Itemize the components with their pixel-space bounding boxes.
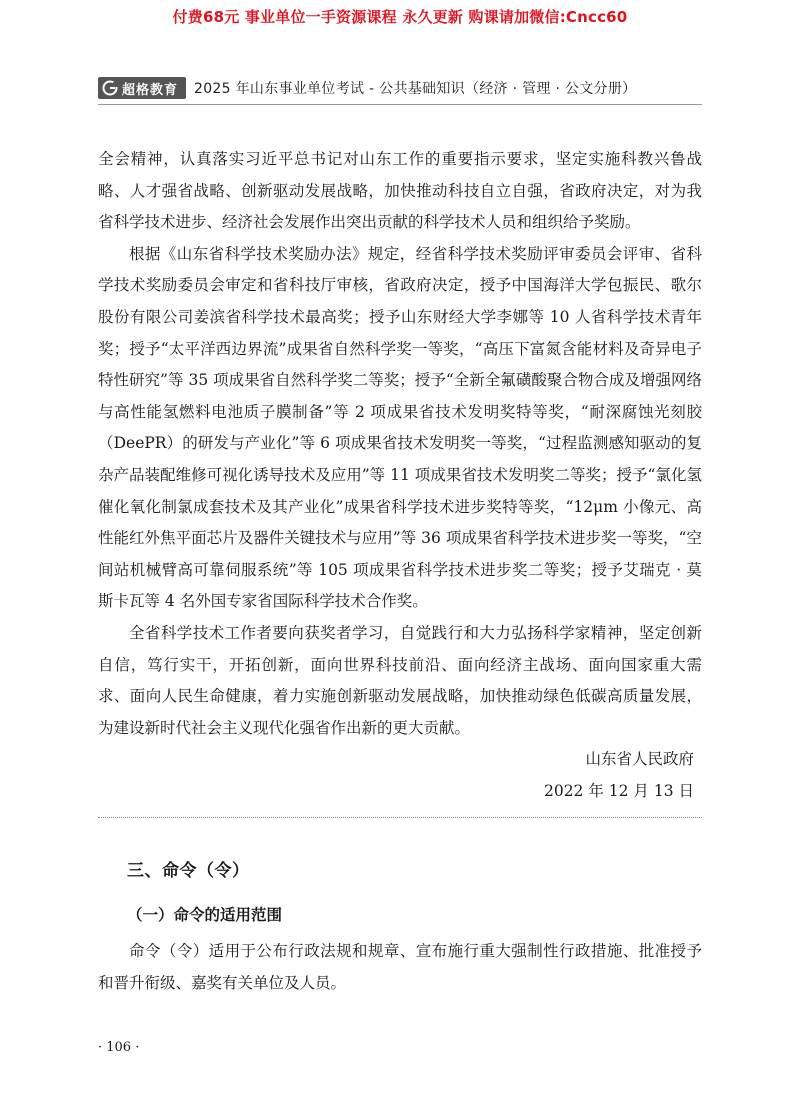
section-paragraph-1: 命令（令）适用于公布行政法规和规章、宣布施行重大强制性行政措施、批准授予和晋升衔级、嘉奖有关单位及人员。 — [98, 942, 702, 992]
body-paragraph-3: 全省科学技术工作者要向获奖者学习，自觉践行和大力弘扬科学家精神，坚定创新自信，笃行实干，开拓创新，面向世界科技前沿、面向经济主战场、面向国家重大需求、面向人民生命健康，着力实施创新驱动发展战略，加快推动绿色低碳高质量发展，为建设新时代社会主义现代化强省作出新的更大贡献。 — [98, 623, 702, 737]
section-body — [98, 936, 702, 999]
dotted-divider — [98, 817, 702, 818]
subsection-title: （一）命令的适用范围 — [127, 905, 283, 924]
brand-logo — [98, 77, 186, 99]
body-paragraph-1: 全会精神，认真落实习近平总书记对山东工作的重要指示要求，坚定实施科教兴鲁战略、人才强省战略、创新驱动发展战略，加快推动科技自立自强，省政府决定，对为我省科学技术进步、经济社会发展作出突出贡献的科学技术人员和组织给予奖励。 — [98, 150, 702, 232]
header-divider — [98, 104, 702, 105]
brand-g-icon — [102, 80, 118, 96]
document-body — [98, 144, 702, 807]
section-title: 三、命令（令） — [127, 861, 250, 881]
promo-banner: 付费68元 事业单位一手资源课程 永久更新 购课请加微信:Cncc60 — [172, 8, 628, 26]
page-number: · 106 · — [98, 1040, 140, 1055]
signature: 山东省人民政府 — [585, 750, 694, 769]
signature-date: 2022 年 12 月 13 日 — [543, 781, 694, 800]
brand-logo-text: 超格教育 — [122, 82, 179, 98]
page-header — [98, 74, 702, 102]
header-title: 2025 年山东事业单位考试 - 公共基础知识（经济 · 管理 · 公文分册） — [194, 81, 637, 97]
body-paragraph-2: 根据《山东省科学技术奖励办法》规定，经省科学技术奖励评审委员会评审、省科学技术奖励委员会审定和省科技厅审核，省政府决定，授予中国海洋大学包振民、歌尔股份有限公司姜滨省科学技术最高奖；授予山东财经大学李娜等 10 人省科学技术青年奖；授予“太平洋西边界流”成果省自然科学奖一等奖，“高压下富氮含能材料及奇异电子特性研究”等 35 项成果省自然科学奖二等奖；授予“全新全氟磺酸聚合物合成及增强网络与高性能氢燃料电池质子膜制备”等 2 项成果省技术发明奖特等奖，“耐深腐蚀光刻胶（DeePR）的研发与产业化”等 6 项成果省技术发明奖一等奖，“过程监测感知驱动的复杂产品装配维修可视化诱导技术及应用”等 11 项成果省技术发明奖二等奖；授予“氯化氢催化氧化制氯成套技术及其产业化”成果省科学技术进步奖特等奖，“12μm 小像元、高性能红外焦平面芯片及器件关键技术与应用”等 36 项成果省科学技术进步奖一等奖，“空间站机械臂高可靠伺服系统”等 105 项成果省科学技术进步奖二等奖；授予艾瑞克 · 莫斯卡瓦等 4 名外国专家省国际科学技术合作奖。 — [98, 244, 702, 611]
